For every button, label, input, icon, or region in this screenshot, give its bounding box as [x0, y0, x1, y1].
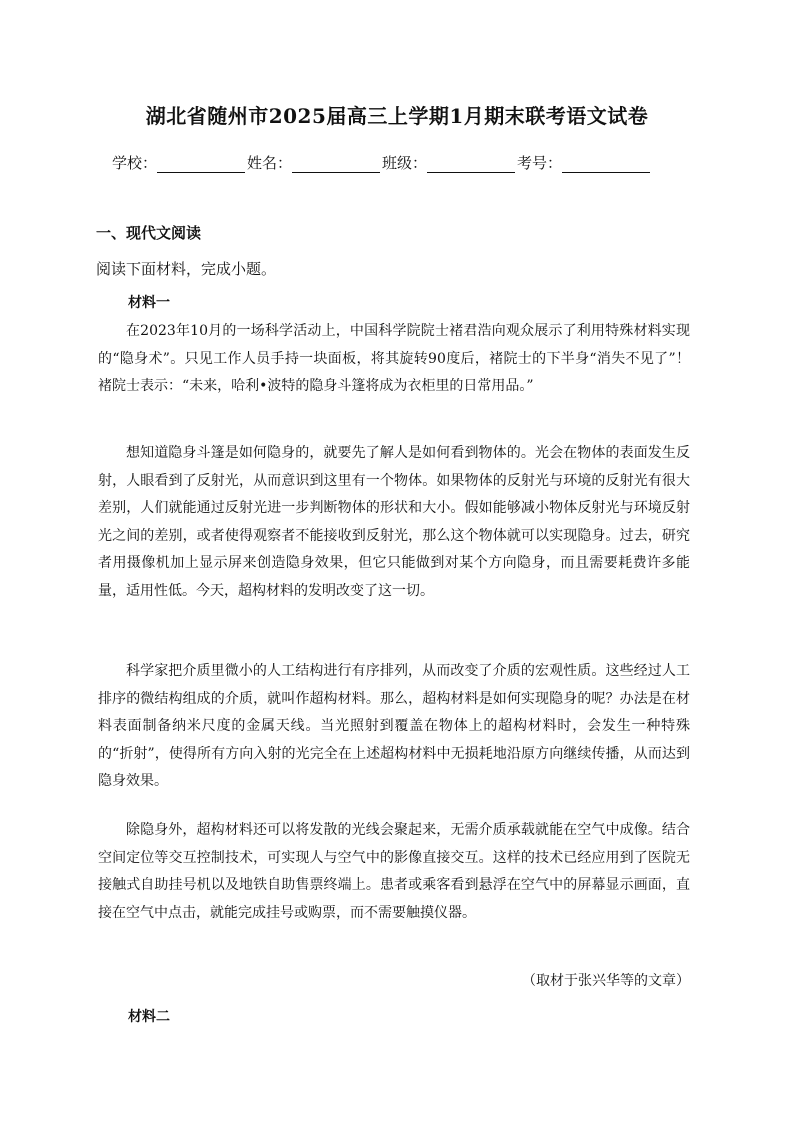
material-2-title: 材料二	[128, 1009, 170, 1025]
school-label: 学校：	[112, 155, 158, 172]
student-info-line	[112, 152, 712, 173]
exam-number-field	[517, 152, 652, 173]
reading-instruction: 阅读下面材料，完成小题。	[96, 260, 277, 278]
section-heading: 一、现代文阅读	[96, 224, 202, 242]
name-field	[247, 152, 382, 173]
class-label: 班级：	[382, 155, 428, 172]
material-1-paragraph-2: 想知道隐身斗篷是如何隐身的，就要先了解人是如何看到物体的。光会在物体的表面发生反射，人眼看到了反射光，从而意识到这里有一个物体。如果物体的反射光与环境的反射光有很大差别，人们就能通过反射光进一步判断物体的形状和大小。假如能够减小物体反射光与环境反射光之间的差别，或者使得观察者不能接收到反射光，那么这个物体就可以实现隐身。过去，研究者用摄像机加上显示屏来创造隐身效果，但它只能做到对某个方向隐身，而且需要耗费许多能量，适用性低。今天，超构材料的发明改变了这一切。	[98, 445, 690, 599]
class-field	[382, 152, 517, 173]
name-label: 姓名：	[247, 155, 293, 172]
school-field	[112, 152, 247, 173]
name-blank[interactable]	[292, 156, 380, 173]
material-1-paragraph-4: 除隐身外，超构材料还可以将发散的光线会聚起来，无需介质承载就能在空气中成像。结合空间定位等交互控制技术，可实现人与空气中的影像直接交互。这样的技术已经应用到了医院无接触式自助挂号机以及地铁自助售票终端上。患者或乘客看到悬浮在空气中的屏幕显示画面，直接在空气中点击，就能完成挂号或购票，而不需要触摸仪器。	[98, 822, 690, 921]
exam-number-blank[interactable]	[562, 156, 650, 173]
class-blank[interactable]	[427, 156, 515, 173]
material-1-source: （取材于张兴华等的文章）	[522, 973, 690, 989]
school-blank[interactable]	[157, 156, 245, 173]
exam-number-label: 考号：	[517, 155, 563, 172]
material-1-paragraph-3: 科学家把介质里微小的人工结构进行有序排列，从而改变了介质的宏观性质。这些经过人工排序的微结构组成的介质，就叫作超构材料。那么，超构材料是如何实现隐身的呢？办法是在材料表面制备纳米尺度的金属天线。当光照射到覆盖在物体上的超构材料时，会发生一种特殊的“折射”，使得所有方向入射的光完全在上述超构材料中无损耗地沿原方向继续传播，从而达到隐身效果。	[98, 663, 690, 789]
page-title: 湖北省随州市2025届高三上学期1月期末联考语文试卷	[145, 104, 649, 128]
material-1-title: 材料一	[128, 295, 170, 311]
material-1-paragraph-1: 在2023年10月的一场科学活动上，中国科学院院士褚君浩向观众展示了利用特殊材料实现的“隐身术”。只见工作人员手持一块面板，将其旋转90度后，褚院士的下半身“消失不见了”！褚院士表示：“未来，哈利•波特的隐身斗篷将成为衣柜里的日常用品。”	[98, 323, 690, 394]
